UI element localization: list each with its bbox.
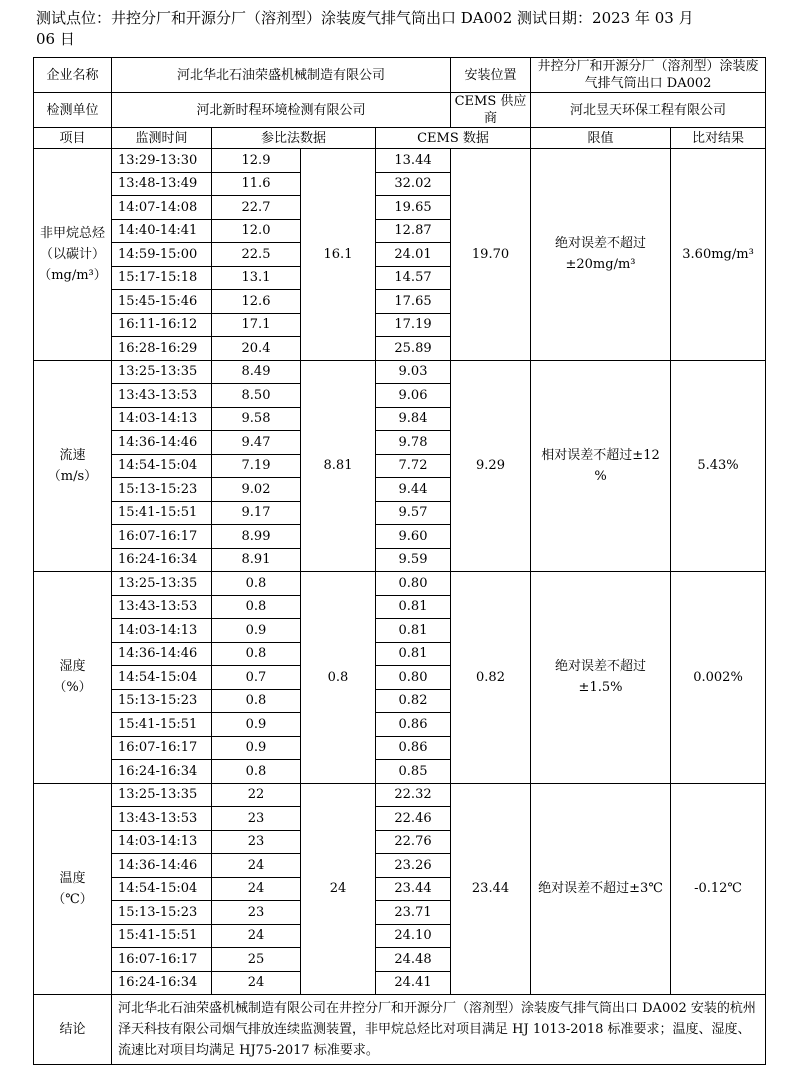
cems-value: 22.46 [376, 807, 451, 831]
comparison-result: 3.60mg/m³ [671, 149, 766, 361]
ref-value: 24 [212, 854, 301, 878]
ref-value: 17.1 [212, 313, 301, 337]
ref-value: 11.6 [212, 172, 301, 196]
monitor-time: 13:25-13:35 [112, 783, 212, 807]
monitor-time: 16:24-16:34 [112, 760, 212, 784]
cems-value: 0.81 [376, 619, 451, 643]
cems-value: 9.59 [376, 548, 451, 572]
cems-value: 0.82 [376, 689, 451, 713]
ref-average: 24 [301, 783, 376, 995]
monitor-time: 16:28-16:29 [112, 337, 212, 361]
table-row [34, 149, 766, 173]
ref-value: 0.8 [212, 760, 301, 784]
monitor-time: 14:54-15:04 [112, 454, 212, 478]
monitor-time: 14:36-14:46 [112, 431, 212, 455]
table-row [34, 360, 766, 384]
company-label: 企业名称 [34, 58, 112, 93]
ref-value: 23 [212, 901, 301, 925]
ref-value: 0.9 [212, 736, 301, 760]
section-name-line: 非甲烷总烃 [39, 225, 105, 241]
cems-value: 9.84 [376, 407, 451, 431]
supplier-label: CEMS 供应商 [451, 93, 531, 128]
monitor-time: 13:25-13:35 [112, 572, 212, 596]
monitor-time: 14:40-14:41 [112, 219, 212, 243]
monitor-time: 13:43-13:53 [112, 807, 212, 831]
ref-value: 0.8 [212, 572, 301, 596]
cems-value: 24.01 [376, 243, 451, 267]
cems-value: 32.02 [376, 172, 451, 196]
cems-value: 0.86 [376, 736, 451, 760]
section-name [34, 783, 112, 995]
ref-value: 0.9 [212, 713, 301, 737]
section-name [34, 572, 112, 784]
section-name-line: （mg/m³） [38, 267, 107, 283]
ref-value: 23 [212, 830, 301, 854]
comparison-result: -0.12℃ [671, 783, 766, 995]
section-name-line: 湿度 [59, 659, 86, 675]
section-name-line: 温度 [59, 870, 86, 886]
monitor-time: 16:07-16:17 [112, 525, 212, 549]
cems-average: 0.82 [451, 572, 531, 784]
monitor-time: 14:36-14:46 [112, 854, 212, 878]
cems-value: 14.57 [376, 266, 451, 290]
supplier-value: 河北昱天环保工程有限公司 [531, 93, 766, 128]
ref-value: 22.5 [212, 243, 301, 267]
ref-average: 16.1 [301, 149, 376, 361]
cems-value: 7.72 [376, 454, 451, 478]
monitor-time: 13:43-13:53 [112, 384, 212, 408]
comparison-result: 5.43% [671, 360, 766, 572]
cems-average: 9.29 [451, 360, 531, 572]
ref-value: 12.6 [212, 290, 301, 314]
cems-value: 0.86 [376, 713, 451, 737]
section-name [34, 149, 112, 361]
table-row [34, 783, 766, 807]
report-header [36, 8, 756, 50]
ref-value: 24 [212, 924, 301, 948]
company-value: 河北华北石油荣盛机械制造有限公司 [112, 58, 451, 93]
col-header-result: 比对结果 [671, 128, 766, 149]
ref-value: 24 [212, 971, 301, 995]
cems-value: 0.85 [376, 760, 451, 784]
ref-value: 0.8 [212, 642, 301, 666]
cems-value: 17.65 [376, 290, 451, 314]
cems-value: 9.03 [376, 360, 451, 384]
monitor-time: 13:48-13:49 [112, 172, 212, 196]
col-header-cems: CEMS 数据 [376, 128, 531, 149]
limit-value: 绝对误差不超过±20mg/m³ [531, 149, 671, 361]
tester-label: 检测单位 [34, 93, 112, 128]
cems-value: 9.57 [376, 501, 451, 525]
monitor-time: 14:03-14:13 [112, 830, 212, 854]
cems-value: 12.87 [376, 219, 451, 243]
cems-value: 0.81 [376, 595, 451, 619]
monitor-time: 15:41-15:51 [112, 713, 212, 737]
cems-value: 19.65 [376, 196, 451, 220]
cems-value: 0.81 [376, 642, 451, 666]
ref-value: 8.50 [212, 384, 301, 408]
conclusion-label: 结论 [34, 995, 112, 1065]
table-row [34, 572, 766, 596]
monitor-time: 14:03-14:13 [112, 619, 212, 643]
section-name-line: （m/s） [47, 468, 98, 484]
monitor-time: 13:29-13:30 [112, 149, 212, 173]
cems-value: 22.32 [376, 783, 451, 807]
ref-value: 8.91 [212, 548, 301, 572]
monitor-time: 15:17-15:18 [112, 266, 212, 290]
monitor-time: 14:36-14:46 [112, 642, 212, 666]
cems-average: 23.44 [451, 783, 531, 995]
monitor-time: 15:41-15:51 [112, 501, 212, 525]
section-name-line: （%） [53, 680, 92, 696]
ref-value: 8.99 [212, 525, 301, 549]
cems-value: 23.44 [376, 877, 451, 901]
monitor-time: 15:13-15:23 [112, 901, 212, 925]
ref-value: 8.49 [212, 360, 301, 384]
monitor-time: 14:03-14:13 [112, 407, 212, 431]
section-name-line: （以碳计） [39, 246, 105, 262]
header-line-2: 06 日 [36, 30, 75, 48]
monitor-time: 14:59-15:00 [112, 243, 212, 267]
col-header-time: 监测时间 [112, 128, 212, 149]
ref-value: 9.58 [212, 407, 301, 431]
cems-value: 24.41 [376, 971, 451, 995]
monitor-time: 15:13-15:23 [112, 478, 212, 502]
monitor-time: 16:24-16:34 [112, 971, 212, 995]
comparison-result: 0.002% [671, 572, 766, 784]
col-header-item: 项目 [34, 128, 112, 149]
limit-value: 绝对误差不超过±1.5% [531, 572, 671, 784]
ref-average: 8.81 [301, 360, 376, 572]
monitor-time: 15:41-15:51 [112, 924, 212, 948]
location-value: 井控分厂和开源分厂（溶剂型）涂装废气排气筒出口 DA002 [531, 58, 766, 93]
col-header-ref: 参比法数据 [212, 128, 376, 149]
location-label: 安装位置 [451, 58, 531, 93]
ref-value: 9.47 [212, 431, 301, 455]
cems-value: 22.76 [376, 830, 451, 854]
header-line-1: 测试点位：井控分厂和开源分厂（溶剂型）涂装废气排气筒出口 DA002 测试日期：2023 年 03 月 [36, 9, 694, 27]
cems-value: 25.89 [376, 337, 451, 361]
ref-value: 20.4 [212, 337, 301, 361]
cems-average: 19.70 [451, 149, 531, 361]
ref-value: 9.17 [212, 501, 301, 525]
ref-value: 7.19 [212, 454, 301, 478]
col-header-limit: 限值 [531, 128, 671, 149]
cems-value: 17.19 [376, 313, 451, 337]
monitor-time: 16:07-16:17 [112, 736, 212, 760]
tester-value: 河北新时程环境检测有限公司 [112, 93, 451, 128]
limit-value: 绝对误差不超过±3℃ [531, 783, 671, 995]
ref-value: 22.7 [212, 196, 301, 220]
ref-value: 12.0 [212, 219, 301, 243]
ref-average: 0.8 [301, 572, 376, 784]
monitor-time: 14:07-14:08 [112, 196, 212, 220]
ref-value: 0.7 [212, 666, 301, 690]
ref-value: 22 [212, 783, 301, 807]
cems-value: 9.44 [376, 478, 451, 502]
monitor-time: 14:54-15:04 [112, 877, 212, 901]
cems-value: 24.10 [376, 924, 451, 948]
ref-value: 9.02 [212, 478, 301, 502]
ref-value: 0.8 [212, 689, 301, 713]
ref-value: 24 [212, 877, 301, 901]
cems-value: 23.71 [376, 901, 451, 925]
limit-value: 相对误差不超过±12 % [531, 360, 671, 572]
comparison-table [33, 57, 766, 1065]
ref-value: 23 [212, 807, 301, 831]
monitor-time: 15:13-15:23 [112, 689, 212, 713]
ref-value: 13.1 [212, 266, 301, 290]
monitor-time: 16:11-16:12 [112, 313, 212, 337]
conclusion-text: 河北华北石油荣盛机械制造有限公司在井控分厂和开源分厂（溶剂型）涂装废气排气筒出口 DA002 安装的杭州泽天科技有限公司烟气排放连续监测装置，非甲烷总烃比对项目满足 HJ 1013-2018 标准要求；温度、湿度、流速比对项目均满足 HJ75-2017 标准要求。 [112, 995, 766, 1065]
cems-value: 24.48 [376, 948, 451, 972]
monitor-time: 13:43-13:53 [112, 595, 212, 619]
cems-value: 13.44 [376, 149, 451, 173]
cems-value: 9.06 [376, 384, 451, 408]
monitor-time: 16:07-16:17 [112, 948, 212, 972]
monitor-time: 16:24-16:34 [112, 548, 212, 572]
monitor-time: 15:45-15:46 [112, 290, 212, 314]
cems-value: 9.78 [376, 431, 451, 455]
ref-value: 12.9 [212, 149, 301, 173]
monitor-time: 13:25-13:35 [112, 360, 212, 384]
ref-value: 0.9 [212, 619, 301, 643]
section-name-line: （℃） [52, 891, 93, 907]
ref-value: 0.8 [212, 595, 301, 619]
cems-value: 23.26 [376, 854, 451, 878]
section-name [34, 360, 112, 572]
section-name-line: 流速 [59, 447, 86, 463]
ref-value: 25 [212, 948, 301, 972]
monitor-time: 14:54-15:04 [112, 666, 212, 690]
cems-value: 9.60 [376, 525, 451, 549]
cems-value: 0.80 [376, 666, 451, 690]
cems-value: 0.80 [376, 572, 451, 596]
